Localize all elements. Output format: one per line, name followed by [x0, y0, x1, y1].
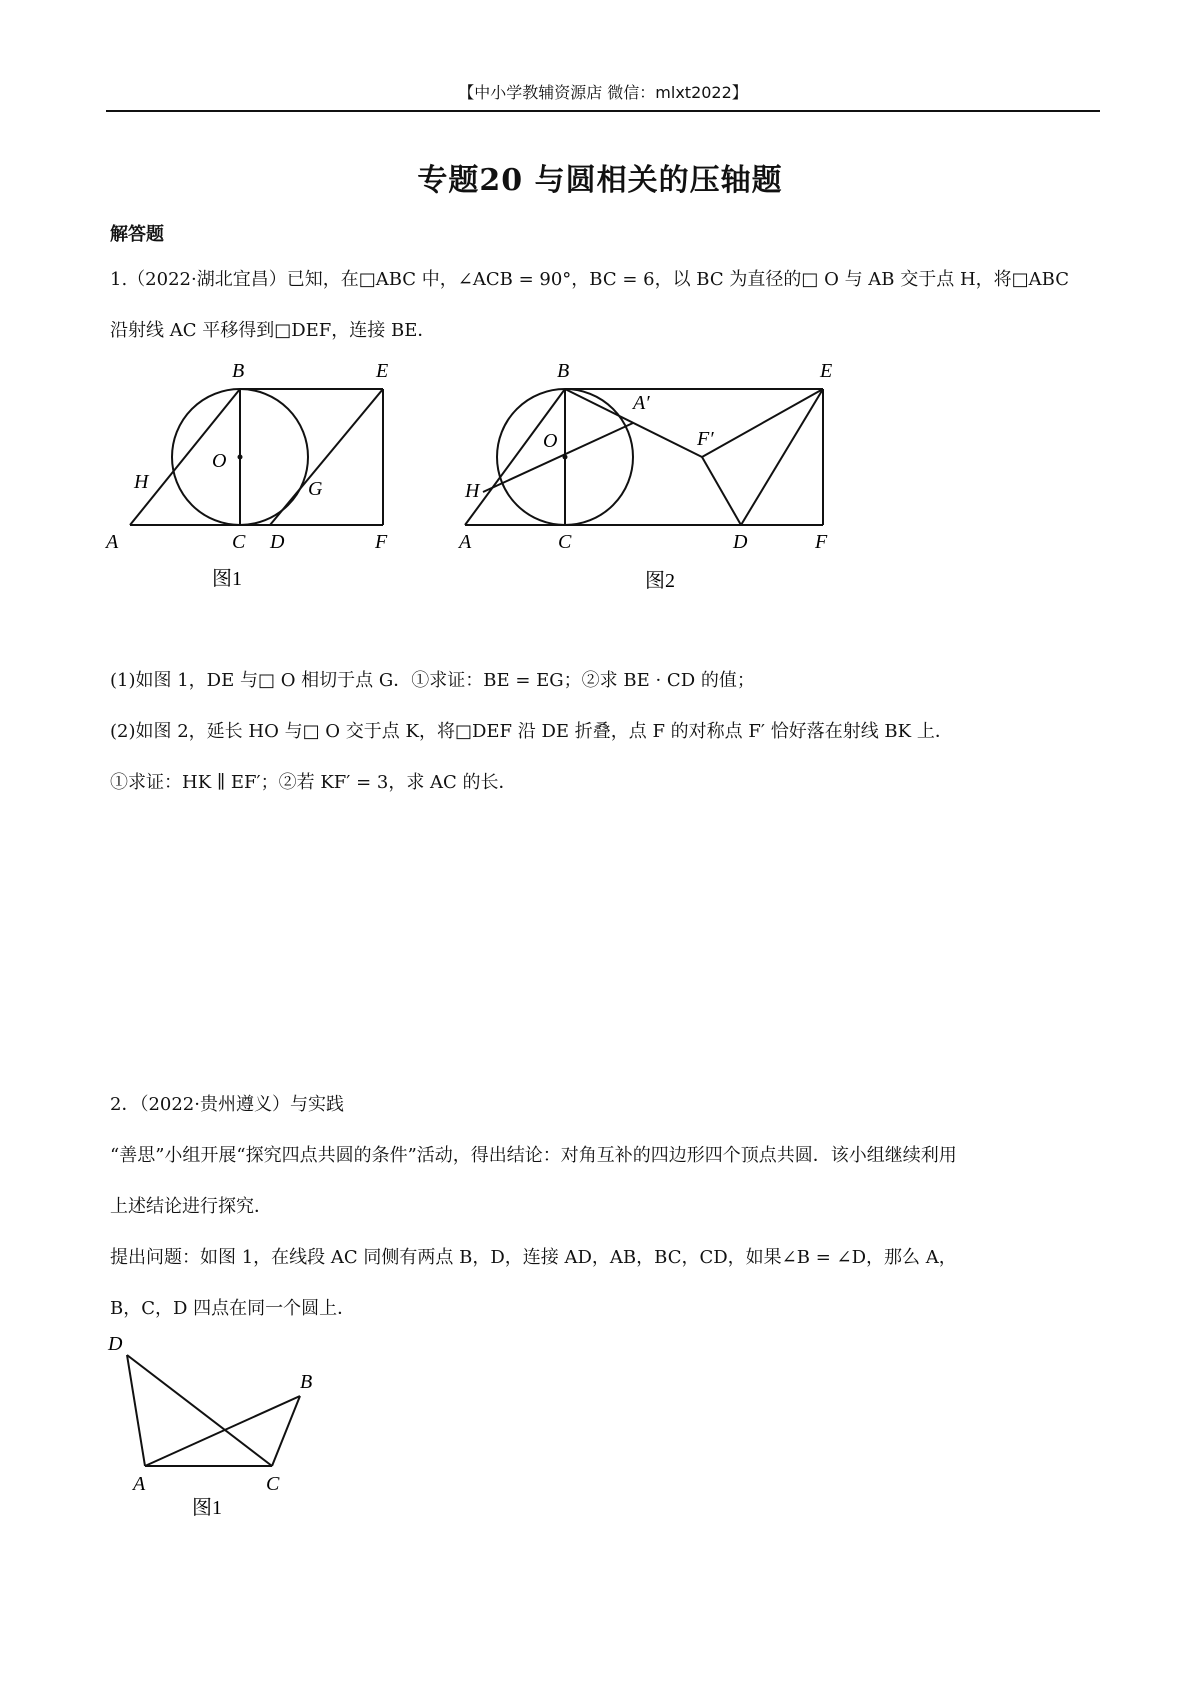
- header-divider: [106, 110, 1100, 112]
- q2-statement-line2: “善思”小组开展“探究四点共圆的条件”活动，得出结论：对角互补的四边形四个顶点共圆．该小组继续利用: [110, 1145, 957, 1166]
- q1-part2: (2)如图 2，延长 HO 与□ O 交于点 K，将□DEF 沿 DE 折叠，点 F 的对称点 F′ 恰好落在射线 BK 上．: [110, 721, 953, 742]
- segment-ad: [127, 1355, 145, 1466]
- q1-figure-1: [100, 355, 430, 595]
- label-o: O: [212, 450, 227, 472]
- label-a-prime: A′: [633, 392, 650, 414]
- label-d: D: [733, 531, 748, 553]
- label-o: O: [543, 430, 558, 452]
- q1-part3: ①求证：HK ∥ EF′；②若 KF′ = 3，求 AC 的长．: [110, 772, 517, 793]
- label-a: A: [106, 531, 119, 553]
- label-e: E: [376, 360, 389, 382]
- segment-ef1: [702, 389, 823, 457]
- figure-caption: 图1: [212, 568, 242, 590]
- segment-hk: [483, 423, 633, 492]
- q2-statement-line1: 2．（2022·贵州遵义）与实践: [110, 1094, 344, 1115]
- label-d: D: [108, 1333, 123, 1355]
- q1-statement-line1: 1.（2022·湖北宜昌）已知，在□ABC 中，∠ACB = 90°，BC = 6，以 BC 为直径的□ O 与 AB 交于点 H，将□ABC: [110, 269, 1069, 290]
- q1-statement-line2: 沿射线 AC 平移得到□DEF，连接 BE．: [110, 320, 436, 341]
- label-h: H: [465, 480, 480, 502]
- label-b: B: [557, 360, 570, 382]
- label-g: G: [308, 478, 323, 500]
- label-b: B: [300, 1371, 313, 1393]
- label-c: C: [232, 531, 246, 553]
- label-a: A: [133, 1473, 146, 1495]
- page-title: 专题20 与圆相关的压轴题: [417, 163, 783, 198]
- q1-part1: (1)如图 1，DE 与□ O 相切于点 G．①求证：BE = EG；②求 BE · CD 的值；: [110, 670, 755, 691]
- page-header: 【中小学教辅资源店 微信：mlxt2022】: [458, 83, 748, 102]
- segment-de: [270, 389, 383, 525]
- label-f: F: [815, 531, 828, 553]
- segment-de: [741, 389, 823, 525]
- label-e: E: [820, 360, 833, 382]
- label-d: D: [270, 531, 285, 553]
- label-f: F: [375, 531, 388, 553]
- q2-figure-1: [100, 1330, 340, 1520]
- figure-caption: 图2: [645, 570, 675, 592]
- label-c: C: [558, 531, 572, 553]
- q2-statement-line4: 提出问题：如图 1，在线段 AC 同侧有两点 B，D，连接 AD，AB，BC，CD，如果∠B = ∠D，那么 A，: [110, 1247, 957, 1268]
- label-a: A: [459, 531, 472, 553]
- label-h: H: [134, 471, 149, 493]
- section-heading: 解答题: [110, 224, 164, 245]
- segment-ab: [465, 389, 565, 525]
- segment-dc: [127, 1355, 272, 1466]
- figure-caption: 图1: [192, 1497, 222, 1519]
- center-o-dot: [563, 455, 568, 460]
- q2-statement-line3: 上述结论进行探究．: [110, 1196, 272, 1217]
- label-b: B: [232, 360, 245, 382]
- label-f-prime: F′: [697, 428, 714, 450]
- center-o-dot: [238, 455, 243, 460]
- label-c: C: [266, 1473, 280, 1495]
- q1-figure-2: [459, 355, 865, 595]
- segment-df1: [702, 457, 741, 525]
- q2-statement-line5: B，C，D 四点在同一个圆上．: [110, 1298, 356, 1319]
